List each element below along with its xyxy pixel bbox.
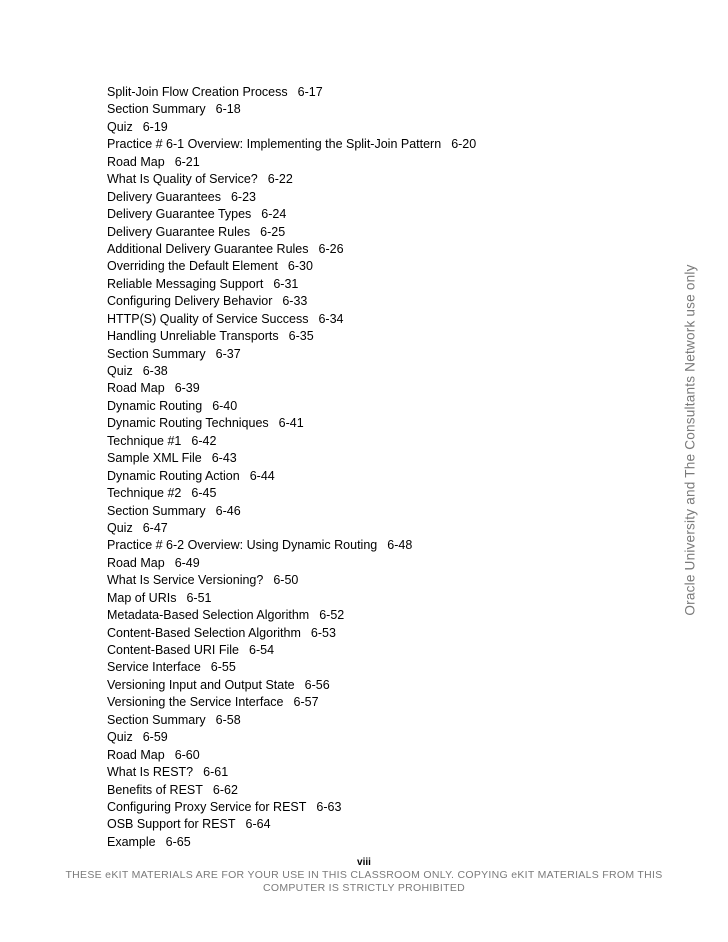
toc-entry-page: 6-57 <box>293 695 319 710</box>
toc-entry <box>107 171 476 188</box>
table-of-contents <box>107 84 476 851</box>
toc-entry <box>107 119 476 136</box>
toc-entry-title: Content-Based URI File <box>107 643 240 657</box>
toc-entry <box>107 346 476 363</box>
toc-entry <box>107 503 476 520</box>
toc-entry <box>107 537 476 554</box>
toc-entry <box>107 154 476 171</box>
toc-entry-page: 6-18 <box>215 102 241 117</box>
footer-notice <box>0 869 728 895</box>
toc-entry <box>107 764 476 781</box>
toc-entry-title: Split-Join Flow Creation Process <box>107 85 288 99</box>
toc-entry <box>107 468 476 485</box>
toc-entry-title: What Is REST? <box>107 765 194 780</box>
toc-entry <box>107 782 476 799</box>
page-number: viii <box>357 857 371 868</box>
toc-entry <box>107 677 476 694</box>
toc-entry <box>107 258 476 275</box>
toc-entry-page: 6-54 <box>249 643 275 657</box>
toc-entry-title: HTTP(S) Quality of Service Success <box>107 311 309 326</box>
toc-entry-title: Section Summary <box>107 503 206 518</box>
toc-entry <box>107 276 476 293</box>
toc-entry-page: 6-31 <box>273 276 299 291</box>
toc-entry-page: 6-42 <box>191 433 217 448</box>
toc-entry <box>107 241 476 258</box>
toc-entry <box>107 625 476 642</box>
toc-entry-title: Delivery Guarantee Types <box>107 207 252 222</box>
footer-notice-line-2: COMPUTER IS STRICTLY PROHIBITED <box>262 882 466 894</box>
toc-entry-title: Delivery Guarantees <box>107 189 221 204</box>
toc-entry-title: Sample XML File <box>107 451 202 466</box>
toc-entry-page: 6-17 <box>297 85 323 99</box>
toc-entry <box>107 328 476 345</box>
toc-entry <box>107 206 476 223</box>
toc-entry-title: Reliable Messaging Support <box>107 276 264 291</box>
toc-entry-page: 6-59 <box>142 730 168 745</box>
toc-entry-title: Road Map <box>107 154 165 169</box>
toc-entry-title: Configuring Delivery Behavior <box>107 294 273 309</box>
toc-entry-page: 6-50 <box>273 573 299 588</box>
toc-entry-page: 6-23 <box>230 189 256 204</box>
toc-entry <box>107 712 476 729</box>
toc-entry <box>107 136 476 153</box>
toc-entry-title: Section Summary <box>107 346 206 361</box>
toc-entry <box>107 485 476 502</box>
toc-entry-page: 6-63 <box>316 799 342 814</box>
toc-entry-title: Quiz <box>107 730 133 745</box>
toc-entry-title: Road Map <box>107 747 165 762</box>
toc-entry-title: Example <box>107 834 156 849</box>
toc-entry-title: Configuring Proxy Service for REST <box>107 799 307 814</box>
toc-entry-title: Technique #2 <box>107 486 182 501</box>
toc-entry <box>107 363 476 380</box>
side-watermark: Oracle University and The Consultants Network use only <box>682 264 698 616</box>
toc-entry <box>107 747 476 764</box>
toc-entry-page: 6-24 <box>261 207 287 222</box>
toc-entry-page: 6-26 <box>318 241 344 256</box>
toc-entry-title: Quiz <box>107 520 133 535</box>
toc-entry-page: 6-45 <box>191 486 217 501</box>
toc-entry <box>107 224 476 241</box>
toc-entry-title: Versioning Input and Output State <box>107 677 295 692</box>
toc-entry-title: What Is Service Versioning? <box>107 573 264 588</box>
toc-entry <box>107 555 476 572</box>
toc-entry-title: Benefits of REST <box>107 782 203 797</box>
toc-entry-title: Road Map <box>107 555 165 570</box>
toc-entry-page: 6-21 <box>174 154 200 169</box>
toc-entry-page: 6-52 <box>319 608 345 623</box>
toc-entry-title: Dynamic Routing Action <box>107 468 240 483</box>
toc-entry-page: 6-62 <box>212 782 238 797</box>
toc-entry-title: Practice # 6-1 Overview: Implementing the Split-Join Pattern <box>107 137 442 152</box>
toc-entry-title: Road Map <box>107 381 165 396</box>
toc-entry-page: 6-41 <box>278 416 304 431</box>
toc-entry <box>107 694 476 711</box>
toc-entry-page: 6-19 <box>142 119 168 134</box>
toc-entry-title: Handling Unreliable Transports <box>107 329 279 344</box>
toc-entry-page: 6-33 <box>282 294 308 309</box>
toc-entry-page: 6-48 <box>387 538 413 553</box>
toc-entry-title: Delivery Guarantee Rules <box>107 224 251 239</box>
toc-entry-page: 6-40 <box>212 398 238 413</box>
toc-entry <box>107 101 476 118</box>
toc-entry-page: 6-44 <box>249 468 275 483</box>
toc-entry-page: 6-39 <box>174 381 200 396</box>
toc-entry <box>107 590 476 607</box>
toc-entry-title: Dynamic Routing <box>107 398 203 413</box>
toc-entry-page: 6-43 <box>211 451 237 466</box>
toc-entry-page: 6-37 <box>215 346 241 361</box>
toc-entry-page: 6-30 <box>287 259 313 274</box>
toc-entry-title: OSB Support for REST <box>107 817 236 832</box>
toc-entry-title: Metadata-Based Selection Algorithm <box>107 608 310 623</box>
toc-entry <box>107 816 476 833</box>
toc-entry-title: Content-Based Selection Algorithm <box>107 625 301 640</box>
toc-entry-page: 6-46 <box>215 503 241 518</box>
toc-entry-page: 6-22 <box>267 172 293 187</box>
toc-entry-page: 6-61 <box>203 765 229 780</box>
toc-entry-title: Practice # 6-2 Overview: Using Dynamic Routing <box>107 538 378 553</box>
toc-entry-page: 6-38 <box>142 364 168 378</box>
toc-entry-title: Versioning the Service Interface <box>107 695 284 710</box>
toc-entry <box>107 572 476 589</box>
toc-entry-title: Section Summary <box>107 712 206 727</box>
toc-entry-title: Quiz <box>107 364 133 378</box>
toc-entry-page: 6-60 <box>174 747 200 762</box>
toc-entry-page: 6-51 <box>186 590 212 605</box>
toc-entry <box>107 189 476 206</box>
toc-entry-page: 6-35 <box>288 329 314 344</box>
toc-entry-title: Additional Delivery Guarantee Rules <box>107 241 309 256</box>
toc-entry-page: 6-34 <box>318 311 344 326</box>
toc-entry <box>107 450 476 467</box>
toc-entry-page: 6-25 <box>260 224 286 239</box>
toc-entry <box>107 607 476 624</box>
toc-entry-title: Service Interface <box>107 660 201 675</box>
toc-entry <box>107 293 476 310</box>
toc-entry-page: 6-58 <box>215 712 241 727</box>
toc-entry-page: 6-64 <box>245 817 271 832</box>
toc-entry-title: Technique #1 <box>107 433 182 448</box>
toc-entry-page: 6-20 <box>451 137 477 152</box>
toc-entry <box>107 799 476 816</box>
footer-notice-line-1: THESE eKIT MATERIALS ARE FOR YOUR USE IN THIS CLASSROOM ONLY. COPYING eKIT MATERIALS FROM THIS <box>65 869 663 881</box>
toc-entry-page: 6-56 <box>304 677 330 692</box>
toc-entry <box>107 380 476 397</box>
toc-entry <box>107 415 476 432</box>
toc-entry-page: 6-49 <box>174 555 200 570</box>
toc-entry-page: 6-65 <box>165 834 191 849</box>
toc-entry <box>107 834 476 851</box>
toc-entry <box>107 433 476 450</box>
toc-entry-title: Overriding the Default Element <box>107 259 278 274</box>
toc-entry-title: What Is Quality of Service? <box>107 172 258 187</box>
toc-entry <box>107 84 476 101</box>
toc-entry-title: Map of URIs <box>107 590 177 605</box>
toc-entry-page: 6-55 <box>210 660 236 675</box>
toc-entry <box>107 398 476 415</box>
toc-entry-title: Quiz <box>107 119 133 134</box>
toc-entry <box>107 311 476 328</box>
toc-entry <box>107 520 476 537</box>
toc-entry-title: Dynamic Routing Techniques <box>107 416 269 431</box>
toc-entry <box>107 642 476 659</box>
toc-entry-page: 6-53 <box>310 625 336 640</box>
toc-entry-page: 6-47 <box>142 520 168 535</box>
toc-entry <box>107 659 476 676</box>
toc-entry-title: Section Summary <box>107 102 206 117</box>
toc-entry <box>107 729 476 746</box>
